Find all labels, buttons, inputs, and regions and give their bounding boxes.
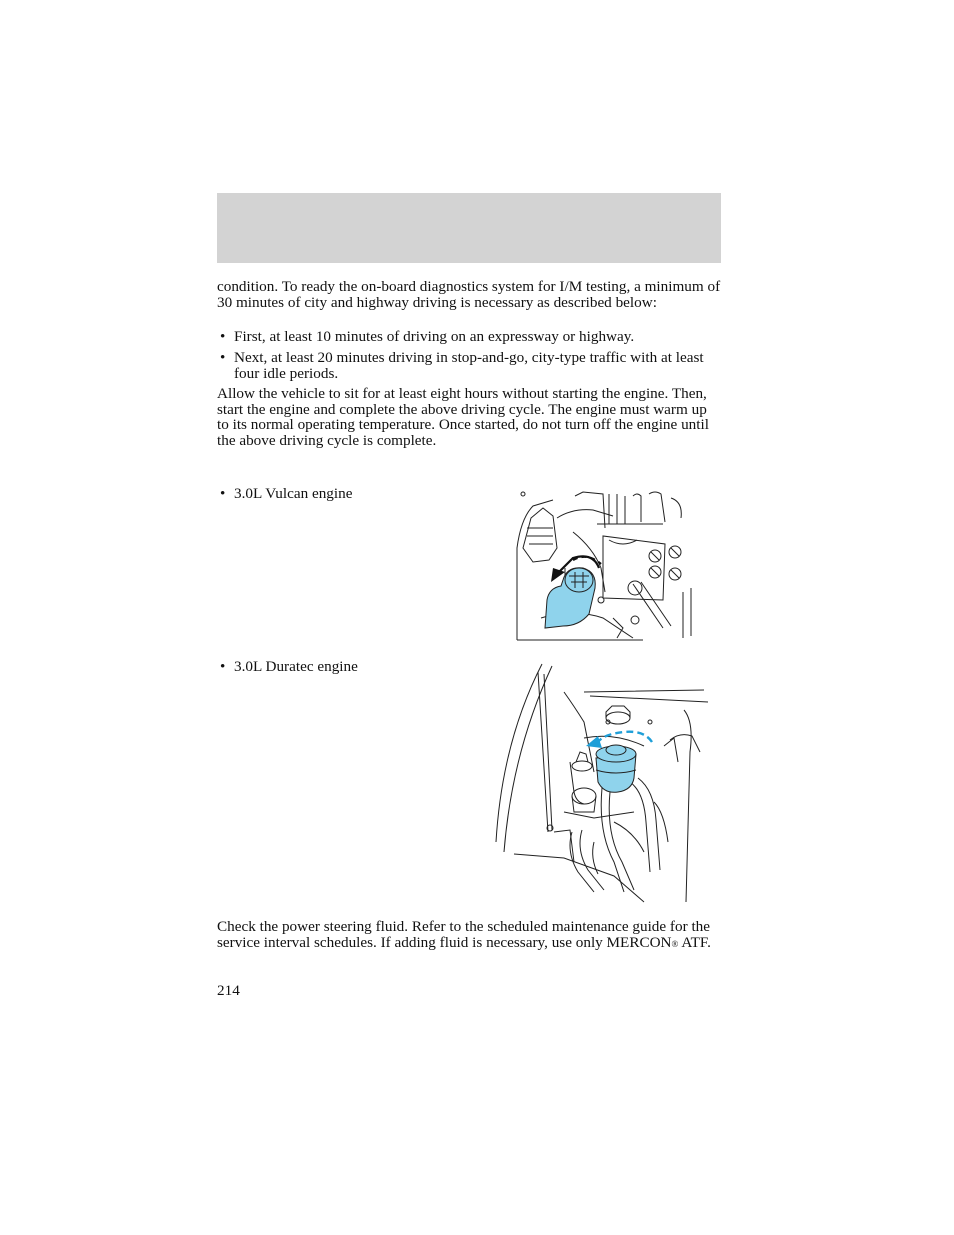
header-band [217, 193, 721, 263]
bullet-text: First, at least 10 minutes of driving on an expressway or highway. [234, 328, 635, 345]
bullet-dot: • [220, 328, 226, 345]
engine-label-text: 3.0L Duratec engine [234, 658, 358, 675]
bullet-item-city [217, 350, 722, 381]
power-steering-text: Check the power steering fluid. Refer to the scheduled maintenance guide for the service interval schedules. If adding fluid is necessary, use only MERCON [217, 918, 710, 951]
bullet-dot: • [220, 658, 226, 675]
bullet-item-expressway [217, 329, 722, 345]
page-number: 214 [217, 982, 240, 999]
power-steering-text-end: ATF. [678, 933, 711, 951]
bullet-text: Next, at least 20 minutes driving in stop-and-go, city-type traffic with at least four idle periods. [234, 349, 704, 382]
intro-paragraph: condition. To ready the on-board diagnostics system for I/M testing, a minimum of 30 minutes of city and highway driving is necessary as described below: [217, 278, 721, 311]
drive-cycle-paragraph: Allow the vehicle to sit for at least eight hours without starting the engine. Then, start the engine and complete the above driving cycle. The engine must warm up to its normal operating temperature. Once started, do not turn off the engine until the above driving cycle is complete. [217, 385, 709, 449]
bullet-dot: • [220, 349, 226, 366]
power-steering-paragraph [217, 919, 722, 950]
registered-mark: ® [671, 938, 679, 949]
bullet-dot: • [220, 485, 226, 502]
duratec-engine-illustration [494, 662, 712, 907]
vulcan-engine-illustration [513, 488, 695, 644]
engine-label-text: 3.0L Vulcan engine [234, 485, 353, 502]
